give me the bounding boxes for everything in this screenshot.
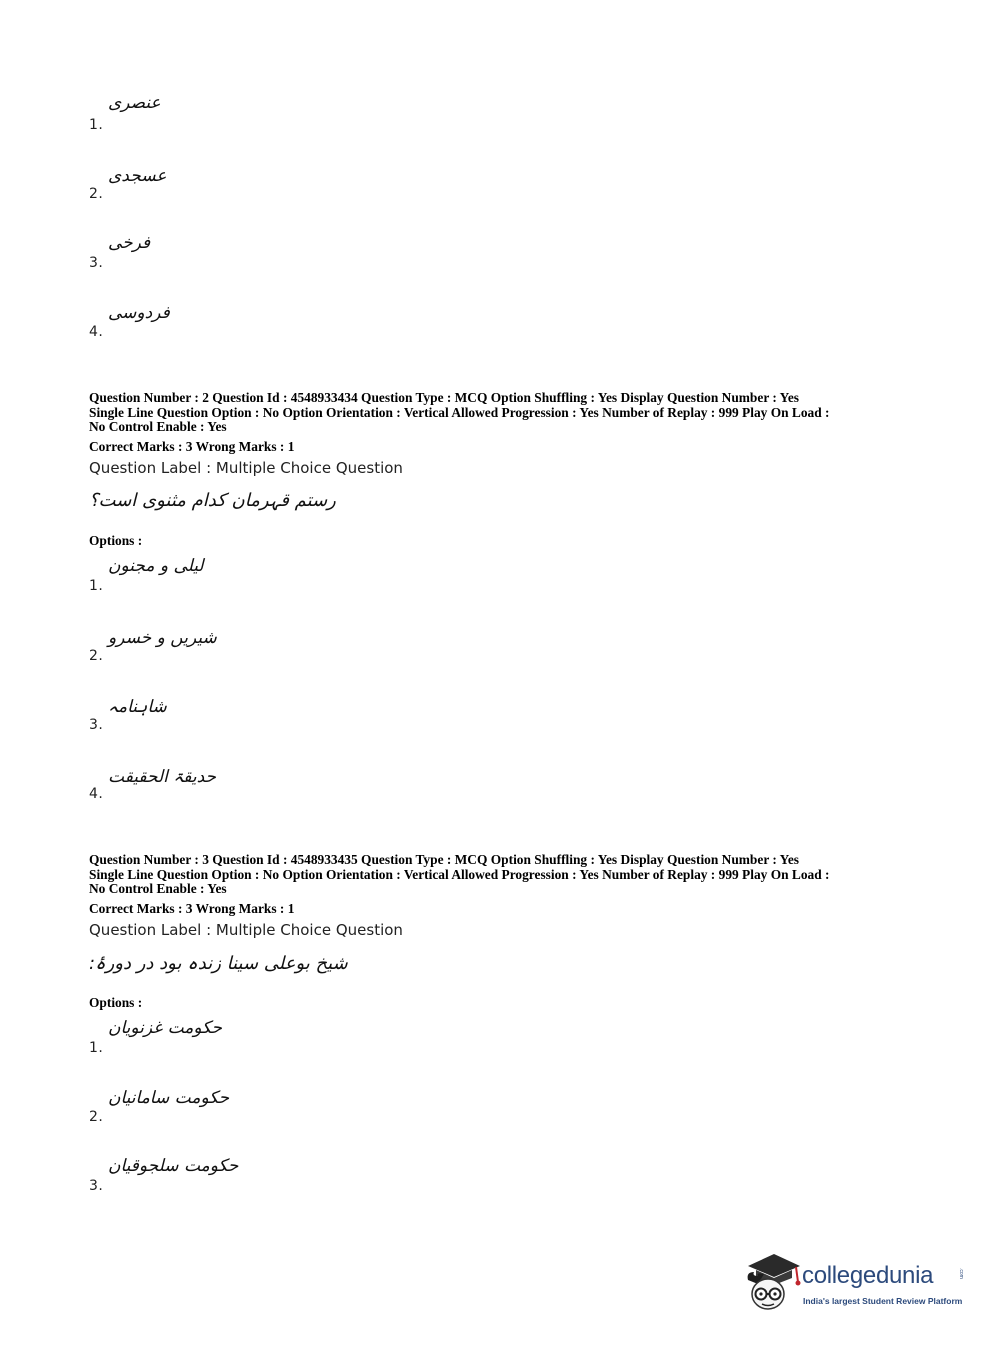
collegedunia-logo [740,1250,970,1320]
option-number: 2. [89,186,104,202]
option-text: فردوسی [108,303,170,323]
option-number: 4. [89,786,104,802]
option-number: 1. [89,578,104,594]
logo-suffix: .com [958,1268,964,1279]
option-text: حکومت سلجوقیان [108,1156,239,1176]
question-meta-line: Single Line Question Option : No Option Orientation : Vertical Allowed Progression : Yes Number of Replay : 999 Play On Load : [89,405,830,420]
question-meta-line: No Control Enable : Yes [89,881,227,896]
option-text: فرخی [108,233,151,253]
option-text: عنصری [108,93,161,113]
question-label: Question Label : Multiple Choice Question [89,921,403,939]
option-number: 2. [89,648,104,664]
question-meta-line: Question Number : 3 Question Id : 4548933435 Question Type : MCQ Option Shuffling : Yes Display Question Number : Yes [89,852,800,867]
question-marks: Correct Marks : 3 Wrong Marks : 1 [89,901,295,916]
question-meta-line: Question Number : 2 Question Id : 4548933434 Question Type : MCQ Option Shuffling : Yes Display Question Number : Yes [89,390,800,405]
question-meta-line: Single Line Question Option : No Option Orientation : Vertical Allowed Progression : Yes Number of Replay : 999 Play On Load : [89,867,830,882]
option-text: شیریں و خسرو [108,628,217,648]
options-heading: Options : [89,533,143,548]
logo-tagline: India's largest Student Review Platform [803,1296,963,1306]
option-text: عسجدی [108,166,167,186]
option-text: حدیقۃ الحقیقت [108,767,217,787]
option-number: 1. [89,117,104,133]
option-text: شاہنامہ [108,697,167,717]
option-number: 1. [89,1040,104,1056]
option-number: 3. [89,717,104,733]
option-text: حکومت سامانیان [108,1088,230,1108]
option-number: 4. [89,324,104,340]
question-text: رستم قہرمان کدام مثنوی است؟ [89,490,336,511]
question-text: شیخ بوعلی سینا زندہ بود در دورۂ: [89,953,348,974]
option-number: 3. [89,1178,104,1194]
option-number: 3. [89,255,104,271]
mascot-icon [740,1250,802,1314]
options-heading: Options : [89,995,143,1010]
question-marks: Correct Marks : 3 Wrong Marks : 1 [89,439,295,454]
option-number: 2. [89,1109,104,1125]
question-meta-line: No Control Enable : Yes [89,419,227,434]
option-text: حکومت غزنویان [108,1018,223,1038]
option-text: لیلی و مجنون [108,556,204,576]
question-label: Question Label : Multiple Choice Question [89,459,403,477]
logo-wordmark: collegedunia [802,1262,934,1289]
